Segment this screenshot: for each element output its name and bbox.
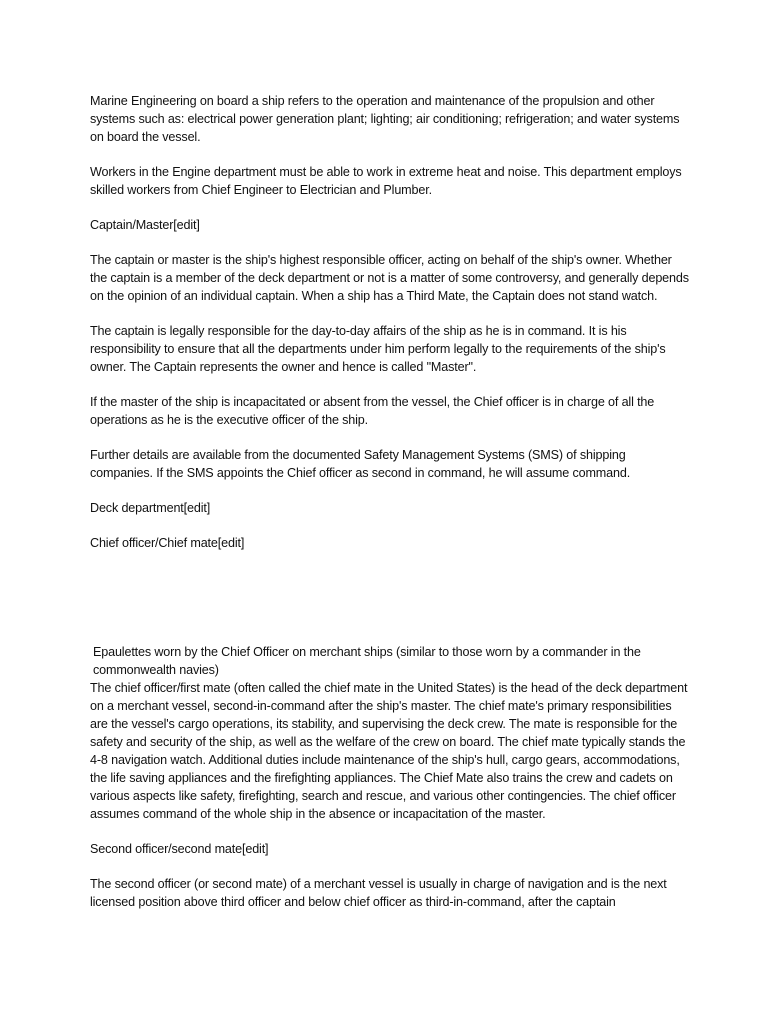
document-page bbox=[90, 92, 690, 911]
deck-department-heading: Deck department[edit] bbox=[90, 501, 211, 515]
engine-department-paragraph: Workers in the Engine department must be able to work in extreme heat and noise. This department employs skilled workers from Chief Engineer to Electrician and Plumber. bbox=[90, 165, 682, 197]
captain-master-heading: Captain/Master[edit] bbox=[90, 218, 200, 232]
intro-paragraph: Marine Engineering on board a ship refers to the operation and maintenance of the propulsion and other systems such as: electrical power generation plant; lighting; air conditioning; refrigeration; and water systems on board the vessel. bbox=[90, 94, 680, 144]
second-officer-paragraph: The second officer (or second mate) of a merchant vessel is usually in charge of navigation and is the next licensed position above third officer and below chief officer as third-in-command, after the captain bbox=[90, 877, 667, 909]
sms-paragraph: Further details are available from the documented Safety Management Systems (SMS) of shipping companies. If the SMS appoints the Chief officer as second in command, he will assume command. bbox=[90, 448, 631, 480]
captain-paragraph-1: The captain or master is the ship's highest responsible officer, acting on behalf of the ship's owner. Whether the captain is a member of the deck department or not is a matter of some controversy, and generally depends on the opinion of an individual captain. When a ship has a Third Mate, the Captain does not stand watch. bbox=[90, 253, 689, 303]
epaulettes-caption: Epaulettes worn by the Chief Officer on merchant ships (similar to those worn by a commander in the commonwealth navies) bbox=[93, 645, 641, 677]
captain-paragraph-3: If the master of the ship is incapacitated or absent from the vessel, the Chief officer is in charge of all the operations as he is the executive officer of the ship. bbox=[90, 395, 655, 427]
chief-officer-paragraph: The chief officer/first mate (often called the chief mate in the United States) is the head of the deck department on a merchant vessel, second-in-command after the ship's master. The chief mate's primary responsibilities are the vessel's cargo operations, its stability, and supervising the deck crew. The mate is responsible for the safety and security of the ship, as well as the welfare of the crew on board. The chief mate typically stands the 4-8 navigation watch. Additional duties include maintenance of the ship's hull, cargo gears, accommodations, the life saving appliances and the firefighting appliances. The Chief Mate also trains the crew and cadets on various aspects like safety, firefighting, search and rescue, and various other contingencies. The chief officer assumes command of the whole ship in the absence or incapacitation of the master. bbox=[90, 681, 688, 821]
chief-officer-heading: Chief officer/Chief mate[edit] bbox=[90, 536, 245, 550]
captain-paragraph-2: The captain is legally responsible for the day-to-day affairs of the ship as he is in command. It is his responsibility to ensure that all the departments under him perform legally to the requirements of the ship's owner. The Captain represents the owner and hence is called "Master". bbox=[90, 324, 666, 374]
second-officer-heading: Second officer/second mate[edit] bbox=[90, 842, 269, 856]
